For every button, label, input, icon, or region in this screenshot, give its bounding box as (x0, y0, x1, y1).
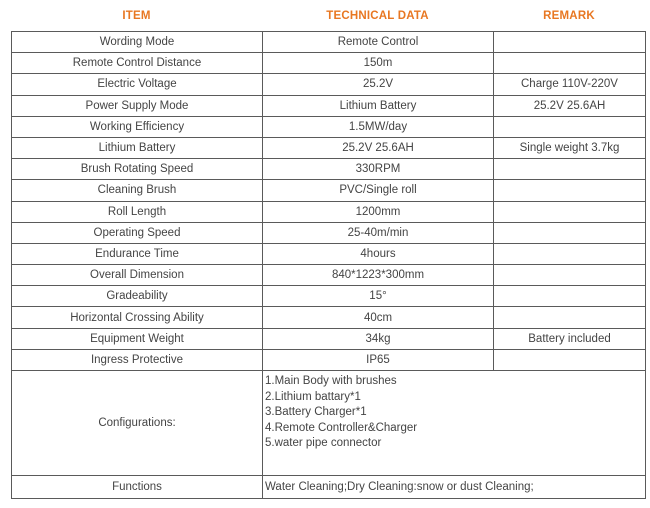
row-value-cell: 40cm (263, 307, 494, 328)
table-row (12, 201, 646, 222)
row-value-cell: 25-40m/min (263, 222, 494, 243)
table-row (12, 95, 646, 116)
configurations-label: Configurations: (12, 371, 263, 476)
row-value-cell: 1200mm (263, 201, 494, 222)
row-value-cell: Lithium Battery (263, 95, 494, 116)
column-header-remark: REMARK (543, 10, 595, 22)
row-item-cell: Electric Voltage (12, 74, 263, 95)
table-row (12, 349, 646, 370)
row-item-cell: Ingress Protective (12, 349, 263, 370)
row-remark-cell: Charge 110V-220V (494, 74, 646, 95)
row-remark-cell (494, 116, 646, 137)
row-item-cell: Wording Mode (12, 32, 263, 53)
row-remark-cell (494, 222, 646, 243)
row-item-cell: Brush Rotating Speed (12, 159, 263, 180)
row-value-cell: 1.5MW/day (263, 116, 494, 137)
table-row (12, 74, 646, 95)
table-row (12, 159, 646, 180)
row-item-cell: Overall Dimension (12, 265, 263, 286)
row-value-cell: 15° (263, 286, 494, 307)
row-value-cell: 840*1223*300mm (263, 265, 494, 286)
row-remark-cell: Single weight 3.7kg (494, 137, 646, 158)
row-remark-cell (494, 349, 646, 370)
column-header-item: ITEM (122, 10, 151, 22)
table-row (12, 222, 646, 243)
row-remark-cell (494, 53, 646, 74)
row-item-cell: Equipment Weight (12, 328, 263, 349)
functions-row (12, 476, 646, 499)
row-value-cell: PVC/Single roll (263, 180, 494, 201)
configurations-row (12, 371, 646, 476)
table-row (12, 137, 646, 158)
functions-value: Water Cleaning;Dry Cleaning:snow or dust Cleaning; (263, 476, 646, 499)
row-remark-cell (494, 286, 646, 307)
configuration-item: 3.Battery Charger*1 (265, 406, 367, 418)
configuration-item: 5.water pipe connector (265, 437, 382, 449)
row-value-cell: Remote Control (263, 32, 494, 53)
row-value-cell: 25.2V 25.6AH (263, 137, 494, 158)
table-row (12, 328, 646, 349)
row-item-cell: Gradeability (12, 286, 263, 307)
row-value-cell: 4hours (263, 243, 494, 264)
table-row (12, 286, 646, 307)
row-remark-cell (494, 159, 646, 180)
row-remark-cell (494, 243, 646, 264)
row-item-cell: Power Supply Mode (12, 95, 263, 116)
row-value-cell: 330RPM (263, 159, 494, 180)
table-row (12, 32, 646, 53)
table-row (12, 243, 646, 264)
row-remark-cell (494, 307, 646, 328)
row-item-cell: Lithium Battery (12, 137, 263, 158)
row-remark-cell (494, 265, 646, 286)
row-item-cell: Endurance Time (12, 243, 263, 264)
row-item-cell: Remote Control Distance (12, 53, 263, 74)
spec-table (11, 31, 646, 499)
table-row (12, 53, 646, 74)
table-row (12, 307, 646, 328)
spec-table-body (12, 32, 646, 499)
configuration-item: 4.Remote Controller&Charger (265, 421, 418, 434)
table-row (12, 180, 646, 201)
row-value-cell: 25.2V (263, 74, 494, 95)
row-remark-cell (494, 201, 646, 222)
row-item-cell: Cleaning Brush (12, 180, 263, 201)
row-item-cell: Operating Speed (12, 222, 263, 243)
table-row (12, 265, 646, 286)
row-item-cell: Working Efficiency (12, 116, 263, 137)
row-item-cell: Roll Length (12, 201, 263, 222)
row-remark-cell: Battery included (494, 328, 646, 349)
configuration-item: 1.Main Body with brushes (265, 375, 397, 387)
row-item-cell: Horizontal Crossing Ability (12, 307, 263, 328)
row-value-cell: 150m (263, 53, 494, 74)
table-row (12, 116, 646, 137)
row-value-cell: IP65 (263, 349, 494, 370)
functions-label: Functions (12, 476, 263, 499)
row-value-cell: 34kg (263, 328, 494, 349)
row-remark-cell: 25.2V 25.6AH (494, 95, 646, 116)
column-header-technical-data: TECHNICAL DATA (326, 10, 429, 22)
row-remark-cell (494, 32, 646, 53)
configurations-list (263, 371, 646, 476)
configuration-item: 2.Lithium battary*1 (265, 390, 361, 403)
row-remark-cell (494, 180, 646, 201)
